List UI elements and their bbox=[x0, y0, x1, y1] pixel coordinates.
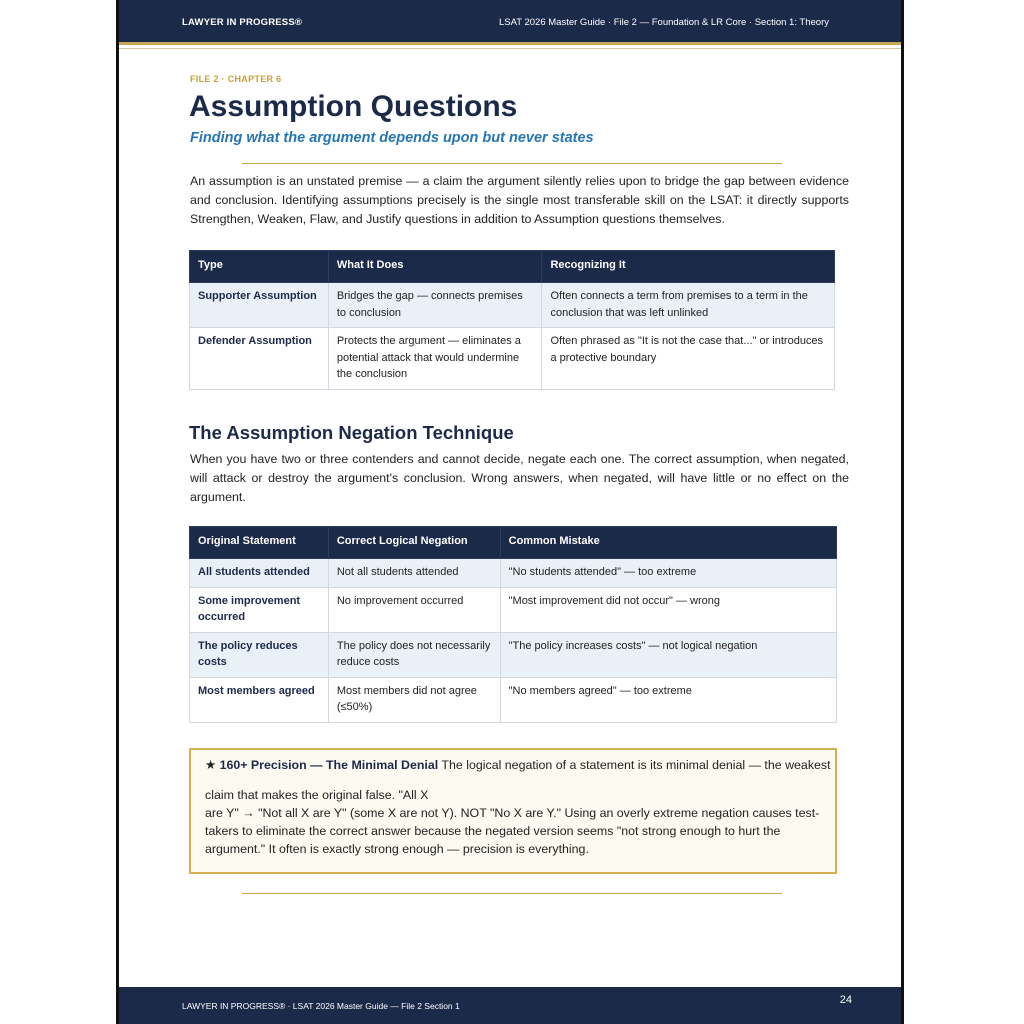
table-cell: Most members did not agree (≤50%) bbox=[328, 677, 500, 722]
table-row bbox=[190, 328, 835, 390]
table-cell: Bridges the gap — connects premises to conclusion bbox=[328, 283, 542, 328]
table-cell: Defender Assumption bbox=[190, 328, 329, 390]
table-cell: "Most improvement did not occur" — wrong bbox=[500, 587, 836, 632]
callout-line: claim that makes the original false. "All X bbox=[205, 788, 429, 802]
page-footer bbox=[119, 987, 901, 1024]
table-cell: "No members agreed" — too extreme bbox=[500, 677, 836, 722]
table-cell: "The policy increases costs" — not logical negation bbox=[500, 632, 836, 677]
table-row bbox=[190, 587, 837, 632]
callout-lead-text: The logical negation of a statement is its minimal denial — the weakest bbox=[441, 758, 831, 772]
assumption-types-table bbox=[189, 250, 835, 390]
negation-heading: The Assumption Negation Technique bbox=[189, 422, 514, 443]
page-header bbox=[119, 0, 901, 45]
column-header: Recognizing It bbox=[542, 251, 835, 283]
page-number: 24 bbox=[839, 994, 852, 1006]
table-row bbox=[190, 677, 837, 722]
negation-paragraph: When you have two or three contenders and cannot decide, negate each one. The correct assumption, when negated, will attack or destroy the argument's conclusion. Wrong answers, when negated, will have little or no effect on the argument. bbox=[190, 452, 849, 504]
footer-text: LAWYER IN PROGRESS® · LSAT 2026 Master Guide — File 2 Section 1 bbox=[182, 1001, 460, 1011]
table-cell: "No students attended" — too extreme bbox=[500, 559, 836, 588]
table-row bbox=[190, 559, 837, 588]
table-cell: All students attended bbox=[190, 559, 329, 588]
callout-text: are Y" → "Not all X are Y" (some X are not Y). NOT "No X are Y." Using an overly extreme negation causes test-takers to eliminate the correct answer because the negated version seems "not strong enough to hurt the argument." It often is exactly strong enough — precision is everything. bbox=[205, 806, 820, 856]
document-page bbox=[116, 0, 904, 1024]
intro-paragraph: An assumption is an unstated premise — a claim the argument silently relies upon to bridge the gap between evidence and conclusion. Identifying assumptions precisely is the single most transferable skill on the LSAT: it directly supports Strengthen, Weaken, Flaw, and Justify questions in addition to Assumption questions themselves. bbox=[190, 174, 849, 226]
star-icon: ★ bbox=[205, 758, 217, 772]
column-header: Type bbox=[190, 251, 329, 283]
section-divider bbox=[242, 163, 782, 164]
chapter-kicker: FILE 2 · CHAPTER 6 bbox=[190, 74, 282, 84]
table-row bbox=[190, 283, 835, 328]
header-breadcrumb: LSAT 2026 Master Guide · File 2 — Foundation & LR Core · Section 1: Theory bbox=[498, 17, 829, 28]
table-cell: Most members agreed bbox=[190, 677, 329, 722]
table-cell: Protects the argument — eliminates a potential attack that would undermine the conclusion bbox=[328, 328, 542, 390]
page-subtitle: Finding what the argument depends upon but never states bbox=[190, 130, 594, 146]
header-divider bbox=[119, 48, 901, 49]
table-cell: Often connects a term from premises to a term in the conclusion that was left unlinked bbox=[542, 283, 835, 328]
table-cell: The policy does not necessarily reduce costs bbox=[328, 632, 500, 677]
column-header: What It Does bbox=[328, 251, 542, 283]
precision-callout bbox=[189, 748, 837, 874]
table-cell: No improvement occurred bbox=[328, 587, 500, 632]
column-header: Original Statement bbox=[190, 527, 329, 559]
callout-body bbox=[205, 786, 829, 858]
callout-title: 160+ Precision — The Minimal Denial bbox=[219, 758, 439, 772]
table-cell: The policy reduces costs bbox=[190, 632, 329, 677]
table-cell: Supporter Assumption bbox=[190, 283, 329, 328]
callout-lead bbox=[205, 756, 831, 774]
header-brand: LAWYER IN PROGRESS® bbox=[182, 17, 303, 28]
table-cell: Not all students attended bbox=[328, 559, 500, 588]
table-cell: Some improvement occurred bbox=[190, 587, 329, 632]
section-divider bbox=[242, 893, 782, 894]
column-header: Common Mistake bbox=[500, 527, 836, 559]
table-row bbox=[190, 632, 837, 677]
table-header-row bbox=[190, 251, 835, 283]
negation-table bbox=[189, 526, 837, 723]
table-header-row bbox=[190, 527, 837, 559]
table-cell: Often phrased as "It is not the case that..." or introduces a protective boundary bbox=[542, 328, 835, 390]
page-title: Assumption Questions bbox=[189, 90, 518, 123]
column-header: Correct Logical Negation bbox=[328, 527, 500, 559]
